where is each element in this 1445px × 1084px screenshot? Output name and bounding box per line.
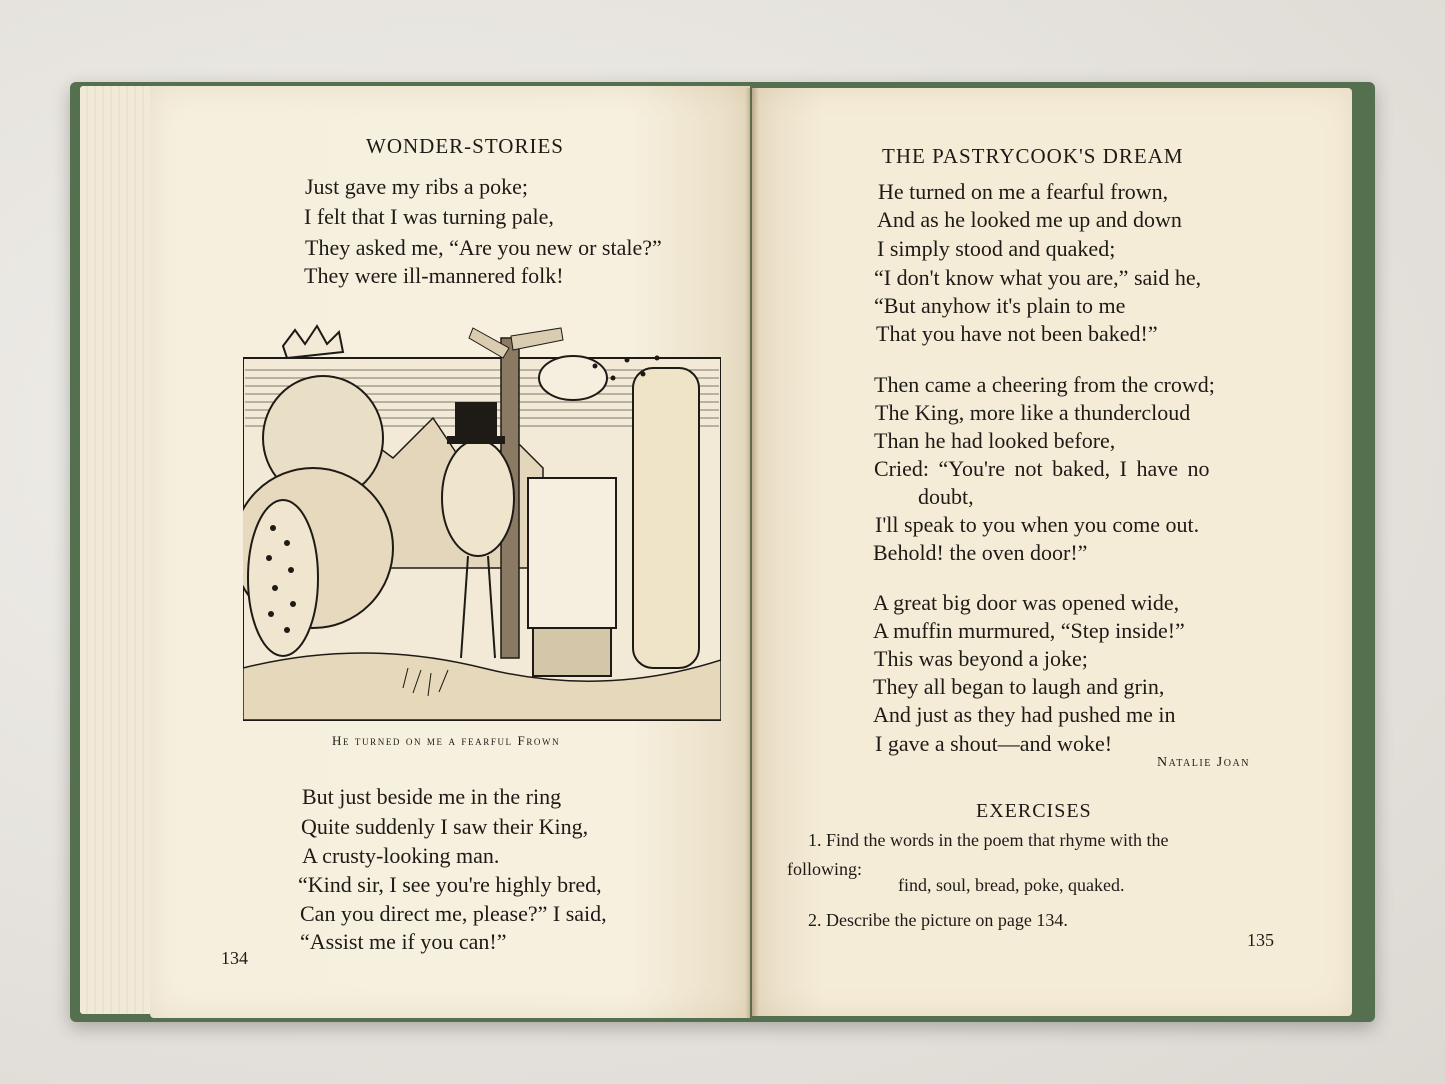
poem-line: The King, more like a thundercloud bbox=[875, 400, 1191, 425]
left-running-head: WONDER-STORIES bbox=[366, 134, 564, 158]
poem-line: Than he had looked before, bbox=[874, 428, 1116, 453]
page-edges bbox=[80, 86, 160, 1014]
illustration-caption: He turned on me a fearful Frown bbox=[332, 733, 561, 748]
poem-line: A crusty-looking man. bbox=[302, 843, 500, 868]
poem-line: “I don't know what you are,” said he, bbox=[874, 265, 1202, 290]
exercises-heading: EXERCISES bbox=[976, 800, 1092, 822]
poem-line: I simply stood and quaked; bbox=[877, 236, 1116, 261]
poem-line: That you have not been baked!” bbox=[876, 321, 1158, 346]
poem-line: doubt, bbox=[918, 484, 974, 509]
poem-line: I felt that I was turning pale, bbox=[304, 204, 554, 229]
poem-line: Behold! the oven door!” bbox=[873, 540, 1088, 565]
story-illustration bbox=[243, 308, 721, 724]
poem-line: They all began to laugh and grin, bbox=[873, 674, 1165, 699]
poem-line: “But anyhow it's plain to me bbox=[874, 293, 1126, 318]
poem-line: Just gave my ribs a poke; bbox=[305, 174, 529, 199]
poem-line: “Kind sir, I see you're highly bred, bbox=[298, 872, 602, 897]
poem-line: Cried: “You're not baked, I have no bbox=[874, 456, 1210, 481]
right-running-head: THE PASTRYCOOK'S DREAM bbox=[882, 144, 1184, 168]
exercise-1-line-3: find, soul, bread, poke, quaked. bbox=[898, 875, 1125, 895]
poem-line: A muffin murmured, “Step inside!” bbox=[873, 618, 1185, 643]
poem-line: “Assist me if you can!” bbox=[300, 929, 507, 954]
poem-line: And as he looked me up and down bbox=[877, 207, 1182, 232]
poem-line: This was beyond a joke; bbox=[874, 646, 1088, 671]
poem-line: I gave a shout—and woke! bbox=[875, 731, 1113, 756]
left-page-number: 134 bbox=[221, 948, 248, 968]
poem-line: They were ill-mannered folk! bbox=[304, 263, 564, 288]
poem-line: But just beside me in the ring bbox=[302, 784, 562, 809]
poem-line: And just as they had pushed me in bbox=[873, 702, 1176, 727]
poem-line: He turned on me a fearful frown, bbox=[878, 179, 1169, 204]
exercise-1-line-2: following: bbox=[787, 859, 862, 879]
poem-author: Natalie Joan bbox=[1157, 755, 1250, 770]
poem-line: Can you direct me, please?” I said, bbox=[300, 901, 607, 926]
book-gutter bbox=[745, 88, 759, 1018]
poem-line: I'll speak to you when you come out. bbox=[875, 512, 1200, 537]
poem-line: Then came a cheering from the crowd; bbox=[874, 372, 1215, 397]
exercise-2: 2. Describe the picture on page 134. bbox=[808, 910, 1068, 930]
exercise-1-line-1: 1. Find the words in the poem that rhyme with the bbox=[808, 830, 1169, 850]
poem-line: Quite suddenly I saw their King, bbox=[301, 814, 589, 839]
poem-line: They asked me, “Are you new or stale?” bbox=[305, 235, 662, 260]
right-page-number: 135 bbox=[1247, 930, 1274, 950]
poem-line: A great big door was opened wide, bbox=[873, 590, 1180, 615]
